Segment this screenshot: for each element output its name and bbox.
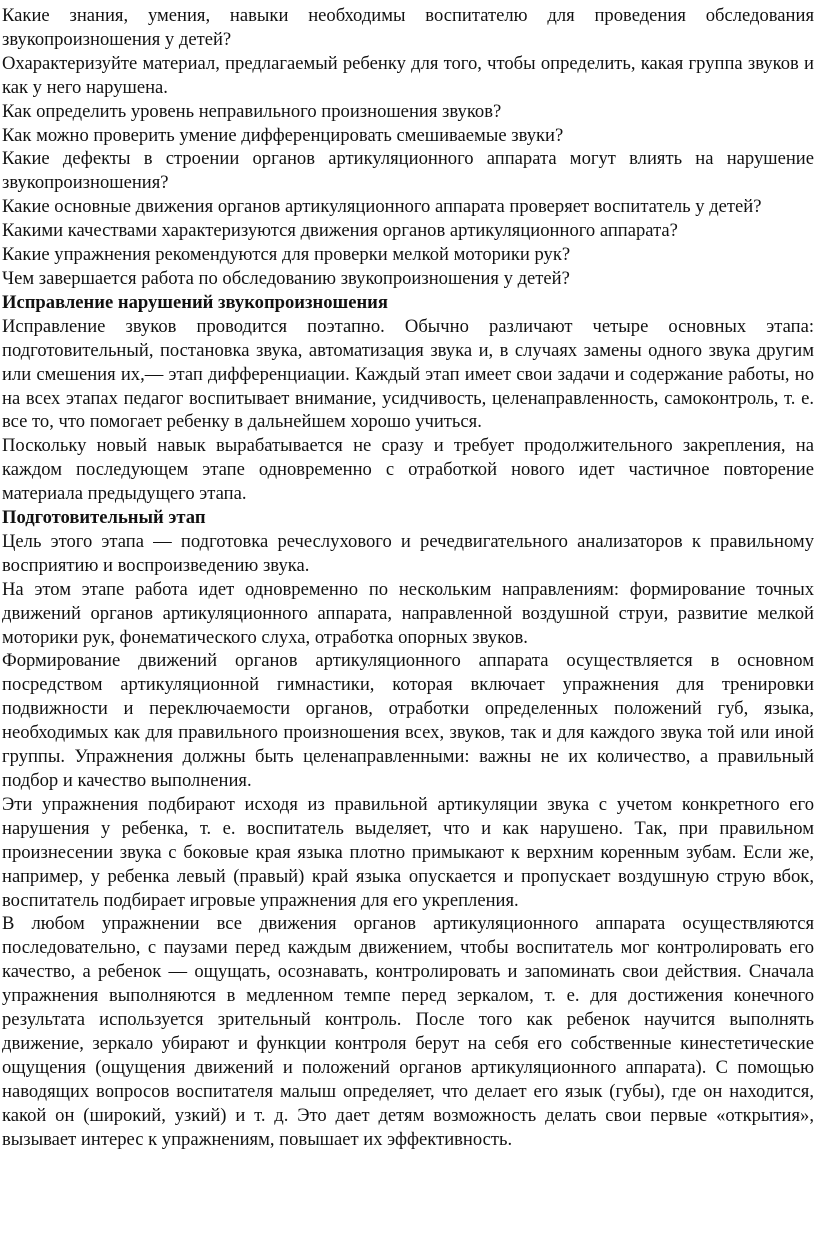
question-item: Какими качествами характеризуются движения органов артикуляционного аппарата? (2, 220, 678, 242)
section-heading: Подготовительный этап (2, 507, 206, 529)
question-item: Как определить уровень неправильного произношения звуков? (2, 100, 502, 122)
question-item: Чем завершается работа по обследованию звукопроизношения у детей? (2, 267, 570, 289)
body-paragraph: Поскольку новый навык вырабатывается не сразу и требует продолжительного закрепления, на каждом последующем этапе одновременно с отработкой нового идет частичное повторение материала предыдущего этапа. (2, 435, 814, 505)
review-questions (2, 4, 814, 291)
body-paragraph: Цель этого этапа — подготовка речеслухового и речедвигательного анализаторов к правильному восприятию и воспроизведению звука. (2, 530, 814, 576)
body-paragraph: В любом упражнении все движения органов артикуляционного аппарата осуществляются последовательно, с паузами перед каждым движением, чтобы воспитатель мог контролировать его качество, а ребенок — ощущать, осознавать, контролировать и запоминать свои действия. Сначала упражнения выполняются в медленном темпе перед зеркалом, т. е. для достижения конечного результата используется зрительный контроль. После того как ребенок научится выполнять движение, зеркало убирают и функции контроля берут на себя его собственные кинестетические ощущения (ощущения движений и положений органов артикуляционного аппарата). С помощью наводящих вопросов воспитателя малыш определяет, что делает его язык (губы), где он находится, какой он (широкий, узкий) и т. д. Это дает детям возможность делать свои первые «открытия», вызывает интерес к упражнениям, повышает их эффективность. (2, 913, 814, 1150)
body-paragraph: Эти упражнения подбирают исходя из правильной артикуляции звука с учетом конкретного его нарушения у ребенка, т. е. воспитатель выделяет, что и как нарушено. Так, при правильном произнесении звука с боковые края языка плотно примыкают к верхним коренным зубам. Если же, например, у ребенка левый (правый) край языка опускается и пропускает воздушную струю вбок, воспитатель подбирает игровые упражнения для его укрепления. (2, 793, 814, 911)
question-item: Какие дефекты в строении органов артикуляционного аппарата могут влиять на нарушение звукопроизношения? (2, 148, 814, 194)
section-preparatory-stage (2, 506, 814, 1151)
section-correction (2, 291, 814, 506)
question-item: Как можно проверить умение дифференцировать смешиваемые звуки? (2, 124, 564, 146)
body-paragraph: На этом этапе работа идет одновременно по нескольким направлениям: формирование точных движений органов артикуляционного аппарата, направленной воздушной струи, развитие мелкой моторики рук, фонематического слуха, отработка опорных звуков. (2, 578, 814, 648)
question-item: Охарактеризуйте материал, предлагаемый ребенку для того, чтобы определить, какая группа звуков и как у него нарушена. (2, 52, 814, 98)
question-item: Какие основные движения органов артикуляционного аппарата проверяет воспитатель у детей? (2, 196, 762, 218)
section-heading: Исправление нарушений звукопроизношения (2, 291, 388, 313)
body-paragraph: Формирование движений органов артикуляционного аппарата осуществляется в основном посредством артикуляционной гимнастики, которая включает упражнения для тренировки подвижности и переключаемости органов, отработки определенных положений губ, языка, необходимых как для правильного произношения всех, звуков, так и для каждого звука той или иной группы. Упражнения должны быть целенаправленными: важны не их количество, а правильный подбор и качество выполнения. (2, 650, 814, 791)
question-item: Какие упражнения рекомендуются для проверки мелкой моторики рук? (2, 244, 571, 266)
question-item: Какие знания, умения, навыки необходимы воспитателю для проведения обследования звукопроизношения у детей? (2, 5, 814, 50)
body-paragraph: Исправление звуков проводится поэтапно. Обычно различают четыре основных этапа: подготовительный, постановка звука, автоматизация звука и, в случаях замены одного звука другим или смешения их,— этап дифференциации. Каждый этап имеет свои задачи и содержание работы, но на всех этапах педагог воспитывает внимание, усидчивость, целенаправленность, самоконтроль, т. е. все то, что помогает ребенку в дальнейшем хорошо учиться. (2, 315, 814, 433)
